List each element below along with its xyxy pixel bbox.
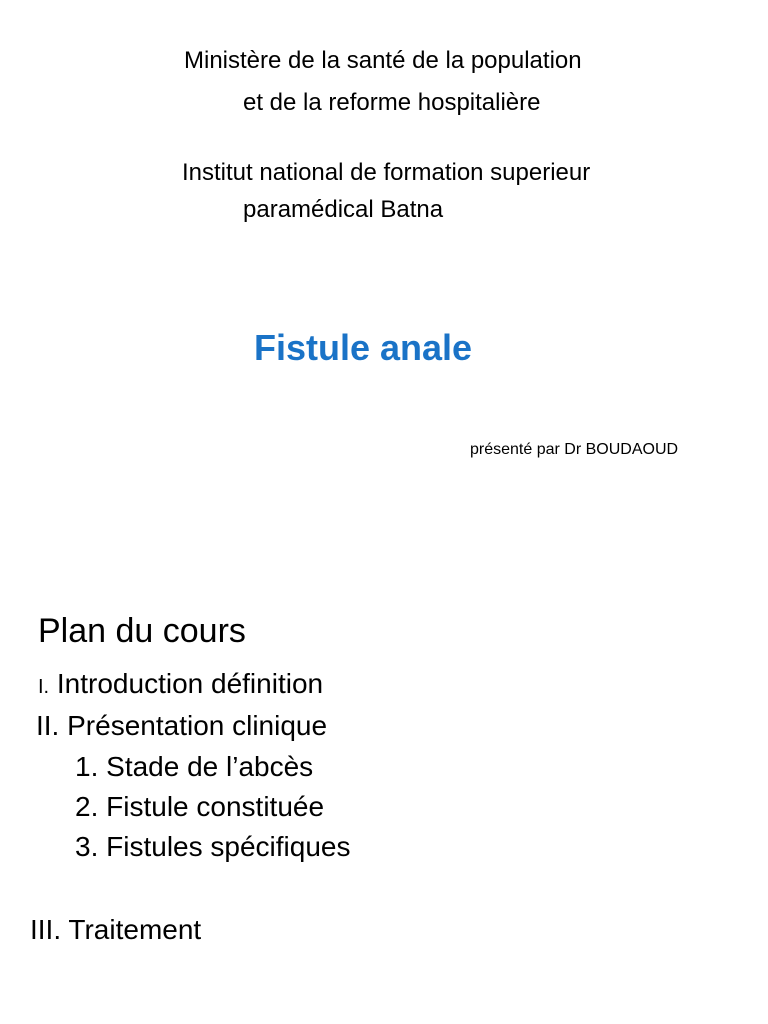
presenter-credit: présenté par Dr BOUDAOUD xyxy=(470,441,679,458)
toc-label: Traitement xyxy=(68,914,202,945)
toc-subitem-fistules-specifiques xyxy=(75,830,350,864)
toc-label: Stade de l’abcès xyxy=(106,751,314,782)
toc-number: I. xyxy=(38,676,50,698)
toc-label: Fistules spécifiques xyxy=(106,831,351,862)
toc-number: 3. xyxy=(75,831,99,862)
plan-title: Plan du cours xyxy=(38,612,246,650)
toc-number: 1. xyxy=(75,751,99,782)
toc-item-presentation-clinique xyxy=(36,709,327,743)
toc-label: Fistule constituée xyxy=(106,791,325,822)
toc-number: III. xyxy=(30,914,62,945)
institute-line-2: paramédical Batna xyxy=(243,196,444,223)
outline-slide xyxy=(0,512,768,1024)
toc-subitem-fistule-constituee xyxy=(75,790,324,824)
toc-item-introduction xyxy=(38,667,323,704)
slide-title: Fistule anale xyxy=(254,327,473,368)
toc-number: 2. xyxy=(75,791,99,822)
toc-number: II. xyxy=(36,710,60,741)
ministry-line-2: et de la reforme hospitalière xyxy=(243,89,541,116)
toc-subitem-stade-abces xyxy=(75,750,313,784)
ministry-line-1: Ministère de la santé de la population xyxy=(184,47,582,74)
toc-label: Présentation clinique xyxy=(67,710,328,741)
toc-label: Introduction définition xyxy=(56,668,324,699)
institute-line-1: Institut national de formation superieur xyxy=(182,159,591,186)
toc-item-traitement xyxy=(30,913,201,947)
